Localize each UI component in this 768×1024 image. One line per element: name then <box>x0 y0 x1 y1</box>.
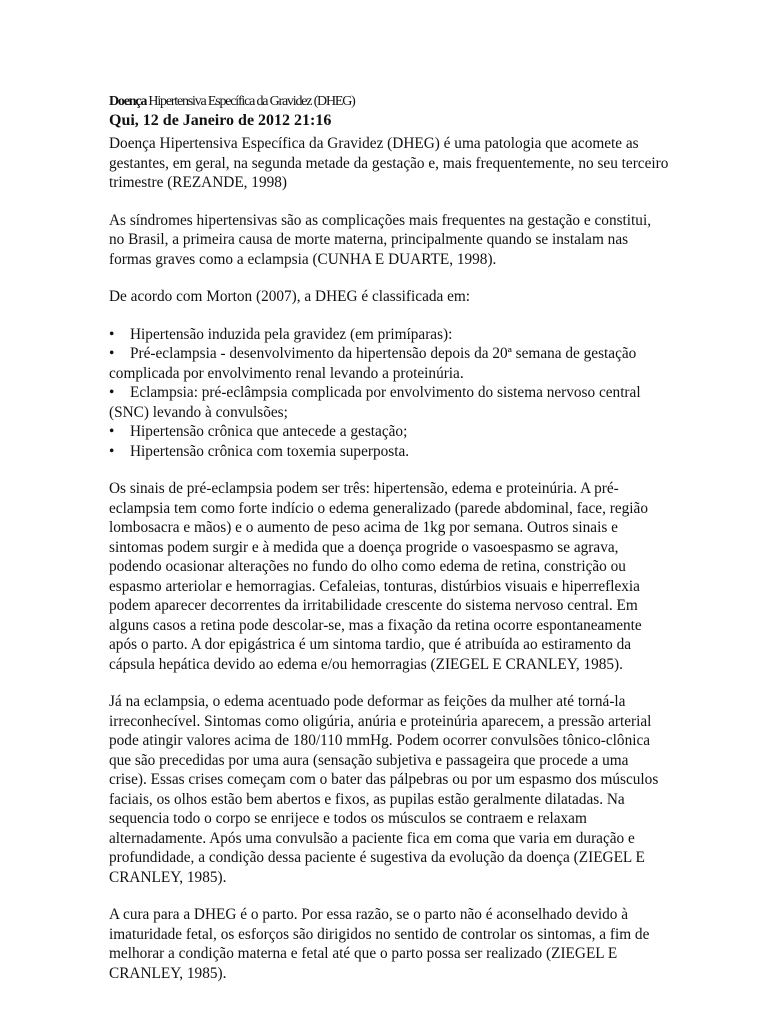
paragraph-signs: Os sinais de pré-eclampsia podem ser três: hipertensão, edema e proteinúria. A pré-eclampsia tem como forte indício o edema generalizado (parede abdominal, face, região lombosacra e mãos) e o aumento de peso acima de 1kg por semana. Outros sinais e sintomas podem surgir e à medida que a doença progride o vasoespasmo se agrava, podendo ocasionar alterações no fundo do olho como edema de retina, constrição ou espasmo arteriolar e hemorragias. Cefaleias, tonturas, distúrbios visuais e hiperreflexia podem aparecer decorrentes da irritabilidade crescente do sistema nervoso central. Em alguns casos a retina pode descolar-se, mas a fixação da retina ocorre espontaneamente após o parto. A dor epigástrica é um sintoma tardio, que é atribuída ao estiramento da cápsula hepática devido ao edema e/ou hemorragias (ZIEGEL E CRANLEY, 1985). <box>109 480 648 673</box>
list-item-text: Pré-eclampsia - desenvolvimento da hipertensão depois da 20ª semana de gestação complicada por envolvimento renal levando a proteinúria. <box>109 345 637 382</box>
post-date: Qui, 12 de Janeiro de 2012 21:16 <box>109 112 332 129</box>
list-item <box>109 344 669 383</box>
bullet-marker: • <box>109 384 115 401</box>
list-item <box>109 422 669 442</box>
list-item <box>109 442 669 462</box>
list-item-text: Hipertensão induzida pela gravidez (em primíparas): <box>130 325 453 343</box>
bullet-marker: • <box>109 442 115 460</box>
list-item-text: Hipertensão crônica que antecede a gestação; <box>130 423 408 440</box>
bullet-marker: • <box>109 325 115 343</box>
bullet-marker: • <box>109 345 115 362</box>
document-page <box>109 93 669 1001</box>
classification-list <box>109 325 669 462</box>
list-item-text: Hipertensão crônica com toxemia superposta. <box>130 442 410 460</box>
paragraph-classification-intro: De acordo com Morton (2007), a DHEG é classificada em: <box>109 288 471 305</box>
bullet-marker: • <box>109 423 115 440</box>
list-item-text: Eclampsia: pré-eclâmpsia complicada por envolvimento do sistema nervoso central (SNC) levando à convulsões; <box>109 384 641 421</box>
title-subject: Hipertensiva Específica da Gravidez (DHEG) <box>146 94 355 109</box>
paragraph-cure: A cura para a DHEG é o parto. Por essa razão, se o parto não é aconselhado devido à imaturidade fetal, os esforços são dirigidos no sentido de controlar os sintomas, a fim de melhorar a condição materna e fetal até que o parto possa ser realizado (ZIEGEL E CRANLEY, 1985). <box>109 906 650 982</box>
paragraph-eclampsia: Já na eclampsia, o edema acentuado pode deformar as feições da mulher até torná-la irreconhecível. Sintomas como oligúria, anúria e proteinúria aparecem, a pressão arterial pode atingir valores acima de 180/110 mmHg. Podem ocorrer convulsões tônico-clônica que são precedidas por uma aura (sensação subjetiva e passageira que procede a uma crise). Essas crises começam com o bater das pálpebras ou por um espasmo dos músculos faciais, os olhos estão bem abertos e fixos, as pupilas estão geralmente dilatadas. Na sequencia todo o corpo se enrijece e todos os músculos se contraem e relaxam alternadamente. Após uma convulsão a paciente fica em coma que varia em duração e profundidade, a condição dessa paciente é sugestiva da evolução da doença (ZIEGEL E CRANLEY, 1985). <box>109 693 659 886</box>
title-bold-word: Doença <box>109 94 147 109</box>
document-title <box>109 93 669 111</box>
paragraph-syndromes: As síndromes hipertensivas são as complicações mais frequentes na gestação e constitui, no Brasil, a primeira causa de morte materna, principalmente quando se instalam nas formas graves como a eclampsia (CUNHA E DUARTE, 1998). <box>109 211 652 268</box>
list-item <box>109 383 669 422</box>
list-item <box>109 325 669 345</box>
paragraph-intro: Doença Hipertensiva Específica da Gravidez (DHEG) é uma patologia que acomete as gestantes, em geral, na segunda metade da gestação e, mais frequentemente, no seu terceiro trimestre (REZANDE, 1998) <box>109 135 669 191</box>
